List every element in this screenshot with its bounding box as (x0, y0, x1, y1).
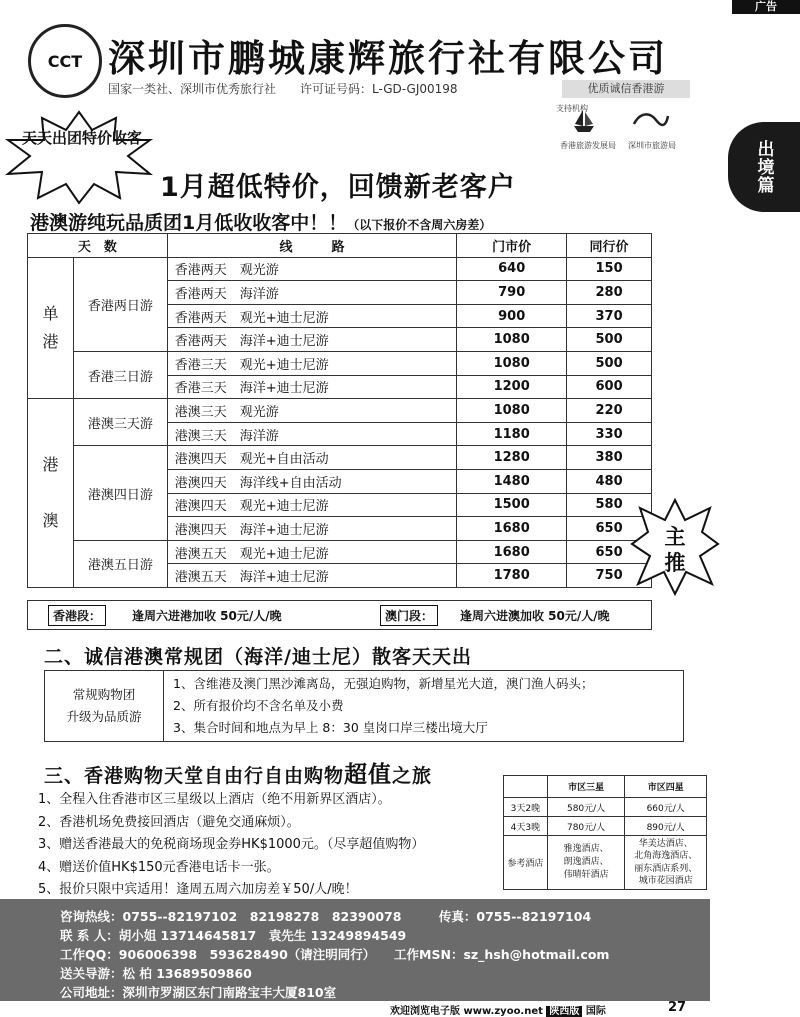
list-item: 4、赠送价值HK$150元香港电话卡一张。 (38, 859, 280, 875)
retail-cell: 1080 (457, 328, 567, 352)
route-cell: 港澳四天 海洋+迪士尼游 (167, 517, 457, 541)
hotel-name: 雅逸酒店、 (563, 844, 609, 854)
hotel-name: 丽东酒店系列、 (634, 863, 698, 874)
list-item: 3、集合时间和地点为早上 8：30 皇岗口岸三楼出境大厅 (173, 720, 488, 735)
route-cell: 香港两天 海洋游 (167, 281, 457, 305)
hotel-header-4star: 市区四星 (625, 776, 707, 798)
section3-title (44, 756, 432, 789)
list-item: 2、香港机场免费接回酒店（避免交通麻烦）。 (38, 814, 300, 830)
section3-title-post: 之旅 (392, 765, 433, 787)
macau-surcharge-text: 逢周六进澳加收 50元/人/晚 (460, 609, 610, 623)
section1-note: （以下报价不含周六房差） (347, 218, 492, 232)
section3-title-big: 超值 (344, 762, 393, 788)
daily-departure-burst (4, 110, 154, 205)
hk-segment-tag: 香港段： (48, 605, 106, 626)
table-row (28, 399, 652, 423)
hotel-cell: 780元/人 (547, 817, 625, 836)
list-item: 3、赠送香港最大的免税商场现金券HK$1000元。（尽享超值购物） (38, 837, 425, 852)
junk-boat-icon (570, 108, 598, 134)
contact-qq-msn: 工作QQ：906006398 593628490（请注明同行） 工作MSN：sz_hsh@hotmail.com (60, 947, 610, 962)
retail-cell: 1280 (457, 446, 567, 470)
route-cell: 港澳三天 海洋游 (167, 422, 457, 446)
route-cell: 港澳五天 观光+迪士尼游 (167, 540, 457, 564)
list-item: 2、所有报价均不含名单及小费 (173, 698, 344, 713)
retail-cell: 640 (457, 257, 567, 281)
route-cell: 香港两天 观光+迪士尼游 (167, 304, 457, 328)
burst-text: 天天出团特价收客 (22, 129, 143, 147)
route-cell: 港澳五天 海洋+迪士尼游 (167, 564, 457, 588)
trade-cell: 330 (567, 422, 652, 446)
route-cell: 港澳四天 观光+自由活动 (167, 446, 457, 470)
retail-cell: 790 (457, 281, 567, 305)
retail-cell: 1780 (457, 564, 567, 588)
trade-cell: 380 (567, 446, 652, 470)
group-hkm5: 港澳五日游 (73, 540, 167, 587)
ad-tag: 广告 (732, 0, 800, 14)
table-row (28, 540, 652, 564)
contact-block (0, 899, 710, 1001)
retail-cell: 1680 (457, 517, 567, 541)
featured-star-text: 主推 (664, 525, 686, 575)
retail-cell: 1480 (457, 469, 567, 493)
list-item: 1、含维港及澳门黑沙滩离岛，无强迫购物，新增星光大道，澳门渔人码头； (173, 676, 594, 691)
hotel-name: 朗逸酒店、 (563, 857, 609, 867)
table-row (504, 836, 707, 890)
hotel-header-3star: 市区三星 (547, 776, 625, 798)
sponsor-hk-board: 香港旅游发展局 (560, 141, 616, 150)
section2-left-line2: 升级为品质游 (66, 709, 142, 724)
header-retail: 门市价 (457, 234, 567, 258)
hotel-row-label: 3天2晚 (504, 798, 548, 817)
trade-cell: 750 (567, 564, 652, 588)
sz-tourism-logo-icon (630, 108, 670, 132)
hotel-row-label: 参考酒店 (504, 836, 548, 890)
cct-logo (28, 24, 102, 98)
hotel-ref-3star (547, 836, 625, 890)
table-row (28, 446, 652, 470)
section-side-tab: 出境篇 (728, 122, 800, 212)
retail-cell: 1200 (457, 375, 567, 399)
contact-hotline: 咨询热线：0755--82197102 82198278 82390078 传真：0755--82197104 (60, 909, 592, 924)
contact-people: 联 系 人：胡小姐 13714645817 袁先生 13249894549 (60, 928, 407, 943)
section2-title: 二、诚信港澳常规团（海洋/迪士尼）散客天天出 (44, 646, 472, 668)
route-cell: 港澳三天 观光游 (167, 399, 457, 423)
header-trade: 同行价 (567, 234, 652, 258)
header-route: 线 路 (167, 234, 457, 258)
hotel-ref-4star (625, 836, 707, 890)
logo-text: CCT (47, 51, 83, 71)
footer (390, 1002, 606, 1017)
hotel-name: 华美达酒店、 (638, 838, 693, 849)
trade-cell: 150 (567, 257, 652, 281)
trade-cell: 370 (567, 304, 652, 328)
section2-left-line1: 常规购物团 (72, 687, 136, 702)
contact-guide: 送关导游：松 柏 13689509860 (60, 966, 252, 981)
hotel-cell: 580元/人 (547, 798, 625, 817)
trade-cell: 650 (567, 517, 652, 541)
table-row (28, 257, 652, 281)
hk-surcharge-text: 逢周六进港加收 50元/人/晚 (132, 609, 282, 623)
price-table (27, 233, 652, 588)
region-hk-macau: 港澳 (28, 399, 74, 588)
trade-cell: 650 (567, 540, 652, 564)
trade-cell: 500 (567, 351, 652, 375)
group-hkm3: 港澳三天游 (73, 399, 167, 446)
section1-title (30, 208, 491, 235)
route-cell: 香港三天 观光+迪士尼游 (167, 351, 457, 375)
trade-cell: 580 (567, 493, 652, 517)
hotel-cell: 660元/人 (625, 798, 707, 817)
weekend-surcharge-row (27, 600, 652, 630)
list-item: 5、报价只限中宾适用！逢周五周六加房差￥50/人/晚！ (38, 882, 358, 897)
group-hk3: 香港三日游 (73, 351, 167, 398)
trade-cell: 500 (567, 328, 652, 352)
route-cell: 香港三天 海洋+迪士尼游 (167, 375, 457, 399)
headline: 1月超低特价，回馈新老客户 (160, 172, 516, 203)
slogan-bar: 优质诚信香港游 (562, 80, 690, 98)
retail-cell: 1080 (457, 351, 567, 375)
retail-cell: 1500 (457, 493, 567, 517)
section3-list (38, 789, 424, 902)
section1-title-text: 港澳游纯玩品质团1月低收收客中！！ (30, 212, 348, 234)
trade-cell: 280 (567, 281, 652, 305)
route-cell: 香港两天 观光游 (167, 257, 457, 281)
group-hkm4: 港澳四日游 (73, 446, 167, 540)
section2-left (45, 671, 164, 741)
company-name: 深圳市鹏城康辉旅行社有限公司 (108, 37, 668, 80)
hotel-name: 城市花园酒店 (638, 876, 693, 886)
route-cell: 港澳四天 海洋线+自由活动 (167, 469, 457, 493)
region-single-hk: 单港 (28, 257, 74, 399)
contact-address: 公司地址：深圳市罗湖区东门南路宝丰大厦810室 (60, 985, 337, 1000)
table-row (504, 817, 707, 836)
edition-badge: 陕西版 (546, 1006, 582, 1017)
table-row (504, 776, 707, 798)
hotel-price-table (503, 775, 707, 890)
section2-box (44, 670, 684, 742)
retail-cell: 1180 (457, 422, 567, 446)
retail-cell: 900 (457, 304, 567, 328)
table-row (28, 351, 652, 375)
trade-cell: 600 (567, 375, 652, 399)
sponsor-support-label: 支持机构 (556, 104, 588, 113)
group-hk2: 香港两日游 (73, 257, 167, 351)
footer-text: 欢迎浏览电子版 www.zyoo.net (390, 1006, 543, 1017)
route-cell: 香港两天 海洋+迪士尼游 (167, 328, 457, 352)
hotel-corner (504, 776, 548, 798)
trade-cell: 480 (567, 469, 652, 493)
license-line: 国家一类社、深圳市优秀旅行社 许可证号码：L-GD-GJ00198 (108, 82, 458, 96)
hotel-name: 伟晴轩酒店 (563, 870, 609, 880)
hotel-cell: 890元/人 (625, 817, 707, 836)
retail-cell: 1680 (457, 540, 567, 564)
footer-category: 国际 (585, 1006, 606, 1017)
hotel-row-label: 4天3晚 (504, 817, 548, 836)
header-days: 天 数 (28, 234, 168, 258)
retail-cell: 1080 (457, 399, 567, 423)
section2-list (173, 673, 593, 739)
trade-cell: 220 (567, 399, 652, 423)
page-number: 27 (668, 1000, 687, 1015)
table-row (504, 798, 707, 817)
section3-title-pre: 三、香港购物天堂自由行自由购物 (44, 765, 345, 787)
route-cell: 港澳四天 观光+迪士尼游 (167, 493, 457, 517)
table-header-row (28, 234, 652, 258)
list-item: 1、全程入住香港市区三星级以上酒店（绝不用新界区酒店）。 (38, 792, 391, 807)
macau-segment-tag: 澳门段： (380, 605, 438, 626)
hotel-name: 北角海逸酒店、 (634, 851, 698, 861)
sponsor-sz-bureau: 深圳市旅游局 (628, 141, 676, 150)
